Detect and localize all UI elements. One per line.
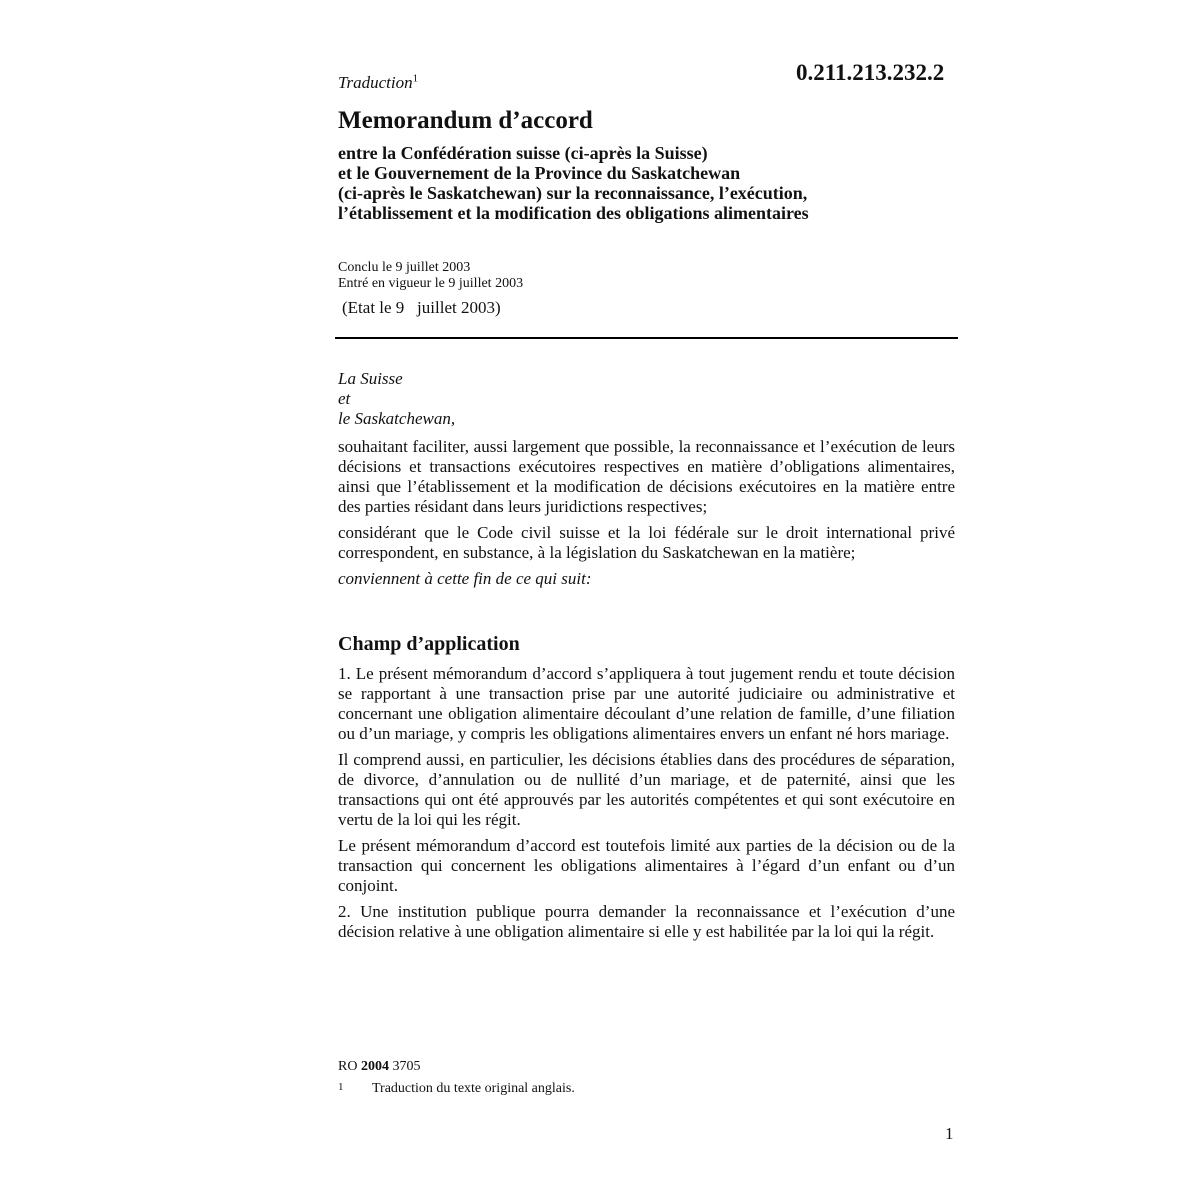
party-conjunction: et bbox=[338, 389, 351, 408]
section-paragraph: 1. Le présent mémorandum d’accord s’appliquera à tout jugement rendu et toute décision se rapportant à une transaction prise par une autorité judiciaire ou administrative et concernant une obligation alimentaire découlant d’une relation de famille, d’une filiation ou d’un mariage, y compris les obligations alimentaires envers un enfant né hors mariage. bbox=[338, 664, 955, 743]
preamble-paragraph: considérant que le Code civil suisse et la loi fédérale sur le droit international privé correspondent, en substance, à la législation du Saskatchewan en la matière; bbox=[338, 523, 955, 562]
horizontal-divider bbox=[335, 337, 958, 339]
page-number: 1 bbox=[945, 1124, 954, 1143]
ro-year: 2004 bbox=[360, 1059, 389, 1074]
section-heading: Champ d’application bbox=[338, 633, 520, 655]
document-title: Memorandum d’accord bbox=[338, 107, 593, 134]
document-subtitle bbox=[338, 143, 978, 223]
subtitle-line: entre la Confédération suisse (ci-après la Suisse) bbox=[338, 143, 708, 163]
footnote bbox=[338, 1081, 575, 1097]
rs-number: 0.211.213.232.2 bbox=[796, 60, 945, 85]
ro-page: 3705 bbox=[392, 1059, 421, 1074]
footnote-text: Traduction du texte original anglais. bbox=[372, 1081, 575, 1096]
ro-prefix: RO bbox=[338, 1059, 358, 1074]
subtitle-line: l’établissement et la modification des obligations alimentaires bbox=[338, 203, 809, 223]
etat-date: (Etat le 9 juillet 2003) bbox=[342, 298, 501, 317]
footnote-mark: 1 bbox=[338, 1081, 344, 1093]
preamble-paragraph: souhaitant faciliter, aussi largement que possible, la reconnaissance et l’exécution de leurs décisions et transactions exécutoires respectives en matière d’obligations alimentaires, ainsi que l’établissement et la modification de décisions exécutoires en la matière entre des parties résidant dans leurs juridictions respectives; bbox=[338, 437, 955, 516]
conclu-date: Conclu le 9 juillet 2003 bbox=[338, 260, 471, 275]
subtitle-line: (ci-après le Saskatchewan) sur la reconnaissance, l’exécution, bbox=[338, 183, 808, 203]
section-paragraph: Le présent mémorandum d’accord est toutefois limité aux parties de la décision ou de la transaction qui concernent les obligations alimentaires à l’égard d’un enfant ou d’un conjoint. bbox=[338, 836, 955, 895]
vigueur-date: Entré en vigueur le 9 juillet 2003 bbox=[338, 276, 524, 291]
traduction-text: Traduction bbox=[338, 73, 413, 92]
traduction-label bbox=[338, 73, 418, 93]
dates-block bbox=[338, 260, 523, 292]
section-body bbox=[338, 664, 955, 948]
party-saskatchewan: le Saskatchewan, bbox=[338, 409, 456, 428]
footnote-ref[interactable]: 1 bbox=[412, 72, 419, 85]
section-paragraph: 2. Une institution publique pourra demander la reconnaissance et l’exécution d’une décision relative à une obligation alimentaire si elle y est habilitée par la loi qui la régit. bbox=[338, 902, 955, 941]
preamble bbox=[338, 437, 955, 595]
preamble-closing: conviennent à cette fin de ce qui suit: bbox=[338, 569, 592, 588]
party-suisse: La Suisse bbox=[338, 369, 403, 388]
subtitle-line: et le Gouvernement de la Province du Saskatchewan bbox=[338, 163, 741, 183]
section-paragraph: Il comprend aussi, en particulier, les décisions établies dans des procédures de séparation, de divorce, d’annulation ou de nullité d’un mariage, et de paternité, ainsi que les transactions qui ont été approuvés par les autorités compétentes et qui sont exécutoire en vertu de la loi qui les régit. bbox=[338, 750, 955, 829]
parties-block bbox=[338, 369, 455, 429]
ro-reference bbox=[338, 1059, 420, 1075]
